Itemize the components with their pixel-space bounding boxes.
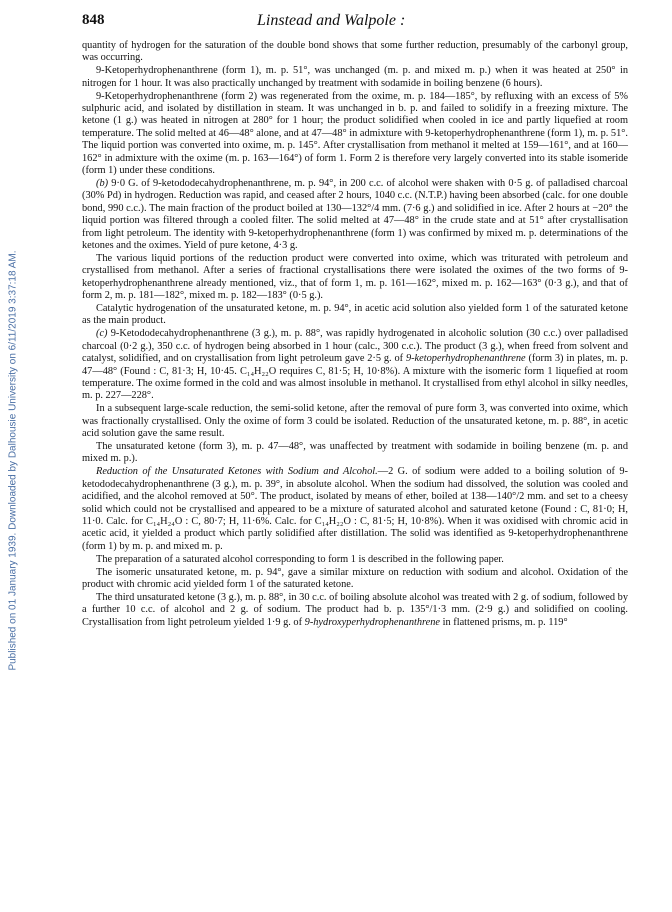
paragraph-text: 9-Ketododecahydrophenanthrene (3 g.), m. p. 88°, was rapidly hydrogenated in alcoholic solution (30 c.c.) over palladised charcoal (0·2 g.), 350 c.c. of hydrogen being absorbed in 1 hour (calc., 300 c.c.). The product (3 g.), when freed from solvent and catalyst, solidified, and on crystallisation from light petroleum gave 2·5 g. of [82, 328, 628, 365]
paragraph-text: 9-Ketoperhydrophenanthrene (form 1), m. p. 51°, was unchanged (m. p. and mixed m. p.) when it was heated at 250° in nitrogen for 1 hour. It was also practically unchanged by treatment with sodamide in boiling benzene (6 hours). [82, 65, 628, 89]
paragraph-text: —2 G. of sodium were added to a boiling solution of 9-ketododecahydrophenanthrene (3 g.), m. p. 39°, in absolute alcohol. When the sodium had dissolved, the solution was cooled and acidified, and the alcohol removed at 50°. The product, isolated by means of ether, boiled at 138—140°/2 mm. and set to a cheesy solid which could not be crystallised and appeared to be a mixture of saturated alcohol and saturated ketone (Found : C, 81·0; H, 11·0. Calc. for C₁₄H₂₄O : C, 80·7; H, 11·6%. Calc. for C₁₄H₂₂O : C, 81·5; H, 10·8%). When it was oxidised with chromic acid in acetic acid, it yielded a product which partly solidified after distillation. The solid was identified as 9-ketoperhydrophenanthrene (form 1) by m. p. and mixed m. p. [82, 466, 628, 552]
page-header [82, 12, 622, 36]
paragraph [82, 592, 628, 629]
subsection-heading: Reduction of the Unsaturated Ketones with Sodium and Alcohol. [96, 466, 378, 478]
paragraph-text: In a subsequent large-scale reduction, the semi-solid ketone, after the removal of pure form 3, was converted into oxime, which was fractionally crystallised. Only the oxime of form 3 could be isolated. Reduction of the unsaturated ketone, m. p. 88°, in acetic acid solution gave the same result. [82, 403, 628, 440]
paragraph-text: in flattened prisms, m. p. 119° [440, 616, 568, 628]
paragraph [82, 554, 628, 566]
article-body [82, 40, 628, 629]
paragraph-text: Catalytic hydrogenation of the unsaturated ketone, m. p. 94°, in acetic acid solution also yielded form 1 of the saturated ketone as the main product. [82, 303, 628, 327]
paragraph-text: 9-Ketoperhydrophenanthrene (form 2) was regenerated from the oxime, m. p. 184—185°, by refluxing with an excess of 5% sulphuric acid, and isolated by distillation in steam. It was unchanged in b. p. and failed to solidify in a freezing mixture. The ketone (1 g.) was heated in nitrogen at 280° for 1 hour; the product solidified when cooled in ice and partly liquefied at room temperature. The solid melted at 46—48° alone, and at 47—48° in admixture with 9-ketoperhydrophenanthrene (form 1), m. p. 51°. The liquid portion was converted into oxime, m. p. 145°. After crystallisation from methanol it melted at 159—161°, and at 160—162° in admixture with the oxime (m. p. 163—164°) of form 1. Form 2 is therefore very largely converted into its stable isomeride (form 1) under these conditions. [82, 90, 628, 177]
paragraph [82, 253, 628, 303]
watermark-text: Published on 01 January 1939. Downloaded by Dalhousie University on 6/11/2019 3:37:18 AM. [7, 249, 19, 671]
paragraph [82, 466, 628, 553]
compound-name: 9-ketoperhydrophenanthrene [405, 353, 526, 365]
section-label: (c) [96, 328, 108, 340]
download-watermark [6, 160, 20, 760]
paragraph [82, 40, 628, 65]
paragraph [82, 303, 628, 328]
paragraph-text: (form 3) in plates, m. p. 47—48° (Found : C, 81·3; H, 10·45. C₁₄H₂₂O requires C, 81·5; H, 10·8%). A mixture with the isomeric form 1 liquefied at room temperature. The oxime formed in the cold and was almost insoluble in methanol. It crystallised from ethyl alcohol in silky needles, m. p. 227—228°. [82, 353, 628, 402]
paragraph [82, 403, 628, 440]
paragraph-text: The isomeric unsaturated ketone, m. p. 94°, gave a similar mixture on reduction with sodium and alcohol. Oxidation of the product with chromic acid yielded form 1 of the saturated ketone. [82, 566, 628, 590]
paragraph [82, 567, 628, 592]
paragraph [82, 441, 628, 466]
paragraph [82, 65, 628, 90]
page-number: 848 [82, 12, 105, 28]
paragraph-text: The various liquid portions of the reduction product were converted into oxime, which was triturated with petroleum and crystallised from methanol. After a series of fractional crystallisations there were isolated the oximes of the two forms of 9-ketoperhydrophenanthrene already mentioned, viz., that of form 1, m. p. 161—162°, mixed m. p. 162—163° (0·3 g.), and that of form 2, m. p. 181—182°, mixed m. p. 182—183° (0·5 g.). [82, 252, 628, 302]
paragraph-text: The third unsaturated ketone (3 g.), m. p. 88°, in 30 c.c. of boiling absolute alcohol was treated with 2 g. of sodium, followed by a further 10 c.c. of alcohol and 2 g. of sodium. The product had b. p. 135°/1·3 mm. (2·9 g.) and solidified on cooling. Crystallisation from light petroleum yielded 1·9 g. of [82, 591, 628, 628]
running-title: Linstead and Walpole : [257, 12, 406, 29]
section-label: (b) [96, 177, 109, 189]
paragraph [82, 178, 628, 252]
compound-name: 9-hydroxyperhydrophenanthrene [304, 616, 441, 628]
paragraph [82, 328, 628, 402]
paragraph-text: The unsaturated ketone (form 3), m. p. 47—48°, was unaffected by treatment with sodamide in boiling benzene (m. p. and mixed m. p.). [82, 441, 628, 465]
paragraph-text: quantity of hydrogen for the saturation of the double bond shows that some further reduction, presumably of the carbonyl group, was occurring. [82, 40, 628, 64]
paragraph-text: The preparation of a saturated alcohol corresponding to form 1 is described in the following paper. [96, 553, 504, 565]
paragraph [82, 91, 628, 178]
paragraph-text: 9·0 G. of 9-ketododecahydrophenanthrene, m. p. 94°, in 200 c.c. of alcohol were shaken with 0·5 g. of palladised charcoal (30% Pd) in hydrogen. Reduction was rapid, and ceased after 2 hours, 1040 c.c. (N.T.P.) having been absorbed (calc. for one double bond, 990 c.c.). The main fraction of the product boiled at 130—132°/4 mm. (7·6 g.) and solidified in ice. After 2 hours at −20° the liquid portion was filtered through a cooled filter. The solid melted at 47—48° in the crude state and at 51° after crystallisation from light petroleum. The identity with 9-ketoperhydrophenanthrene (form 1) was confirmed by mixed m. p. determinations of the ketones and the oximes. Yield of pure ketone, 4·3 g. [82, 177, 628, 251]
